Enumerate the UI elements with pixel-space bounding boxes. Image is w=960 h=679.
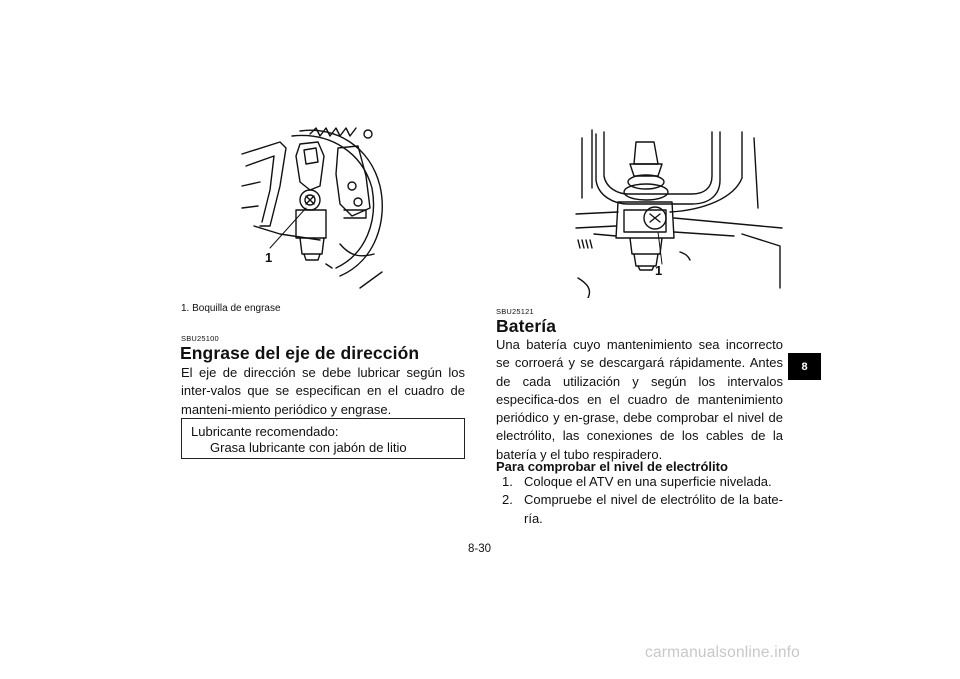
- section-code-steering: SBU25100: [181, 334, 219, 343]
- list-item: [502, 491, 783, 528]
- chapter-tab-label: 8: [801, 360, 808, 373]
- step-number: 1.: [502, 474, 513, 489]
- figure-caption: 1. Boquilla de engrase: [181, 303, 281, 314]
- lubricant-box: [181, 418, 465, 459]
- paragraph-steering: El eje de dirección se debe lubricar según los inter-valos que se especifican en el cuadro de manteni-miento periódico y engrase.: [181, 365, 465, 417]
- step-text: Compruebe el nivel de electrólito de la bate-ría.: [524, 492, 783, 526]
- step-number: 2.: [502, 492, 513, 508]
- left-figure-callout: 1: [265, 250, 273, 265]
- lubricant-label: Lubricante recomendado:: [191, 424, 339, 439]
- steering-shaft-illustration: [240, 126, 390, 292]
- subheading-electrolyte: Para comprobar el nivel de electrólito: [496, 459, 728, 474]
- step-text: Coloque el ATV en una superficie nivelada.: [524, 474, 772, 489]
- heading-steering-lubrication: Engrase del eje de dirección: [180, 343, 420, 363]
- list-item: [502, 473, 783, 491]
- chapter-tab: [788, 353, 821, 380]
- page-number: 8-30: [468, 543, 492, 555]
- section-code-battery: SBU25121: [496, 307, 534, 316]
- lubricant-value: Grasa lubricante con jabón de litio: [210, 440, 407, 455]
- paragraph-battery: Una batería cuyo mantenimiento sea incorrecto se corroerá y se descargará rápidamente. Antes de cada utilización y según los intervalos especifica-dos en el cuadro de mantenimiento periódico y en-grase, debe comprobar el nivel de electrólito, las conexiones de los cables de la batería y el tubo respiradero.: [496, 337, 783, 462]
- heading-battery: Batería: [496, 316, 557, 336]
- watermark: carmanualsonline.info: [645, 644, 800, 661]
- battery-area-illustration: [574, 128, 784, 298]
- steps-list: [502, 473, 783, 528]
- right-figure-callout: 1: [655, 263, 663, 278]
